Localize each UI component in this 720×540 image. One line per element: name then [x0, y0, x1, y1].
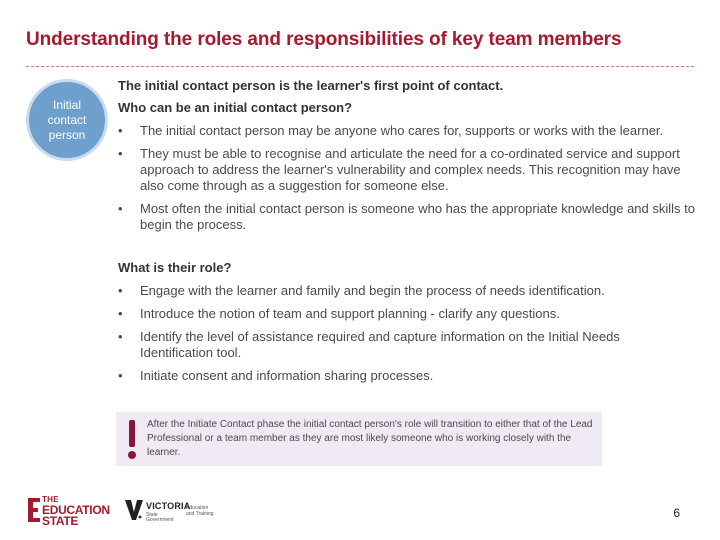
victoria-sub-line: State: [146, 512, 158, 518]
victoria-government-logo: [124, 496, 191, 526]
who-bullet-item: • They must be able to recognise and articulate the need for a co-ordinated service and support approach to address the learner's vulnerability and complex needs. This recognition may have also come through as a suggestion for someone else.: [118, 146, 696, 194]
role-circle-badge: [26, 79, 108, 161]
slide-title: Understanding the roles and responsibilities of key team members: [26, 29, 622, 50]
who-heading: Who can be an initial contact person?: [118, 100, 353, 115]
page-number: 6: [673, 506, 680, 520]
logo-word-the: THE: [42, 495, 59, 504]
victoria-v-icon: [124, 498, 144, 522]
education-state-mark-icon: [26, 496, 42, 524]
victoria-sub-line: Government: [146, 517, 174, 523]
role-heading: What is their role?: [118, 260, 232, 275]
who-bullet-item: • The initial contact person may be anyone who cares for, supports or works with the learner.: [118, 123, 696, 139]
title-divider: [26, 66, 694, 67]
department-label: [186, 505, 214, 517]
role-bullet-item: • Engage with the learner and family and begin the process of needs identification.: [118, 283, 696, 299]
role-bullet-item: • Identify the level of assistance required and capture information on the Initial Needs Identification tool.: [118, 329, 696, 361]
note-callout: [116, 412, 602, 466]
department-line: and Training: [186, 511, 214, 517]
department-line: Education: [186, 505, 209, 511]
role-bullet-item: • Introduce the notion of team and support planning - clarify any questions.: [118, 306, 696, 322]
note-text: After the Initiate Contact phase the initial contact person's role will transition to either that of the Lead Professional or a team member as they are most likely someone who is working closely with the learner.: [147, 419, 593, 458]
role-bullet-item: • Initiate consent and information sharing processes.: [118, 368, 696, 384]
who-bullet-list: [118, 123, 696, 240]
victoria-wordmark: VICTORIA: [146, 501, 191, 511]
logo-word-education: EDUCATION: [42, 503, 110, 517]
logo-word-state: STATE: [42, 514, 79, 528]
role-circle-label: Initial contact person: [47, 97, 87, 142]
education-state-logo: [26, 494, 110, 528]
role-bullet-list: [118, 283, 696, 391]
who-bullet-item: • Most often the initial contact person is someone who has the appropriate knowledge and skills to begin the process.: [118, 201, 696, 233]
exclamation-icon: [128, 420, 136, 458]
intro-statement: The initial contact person is the learner's first point of contact.: [118, 78, 504, 93]
